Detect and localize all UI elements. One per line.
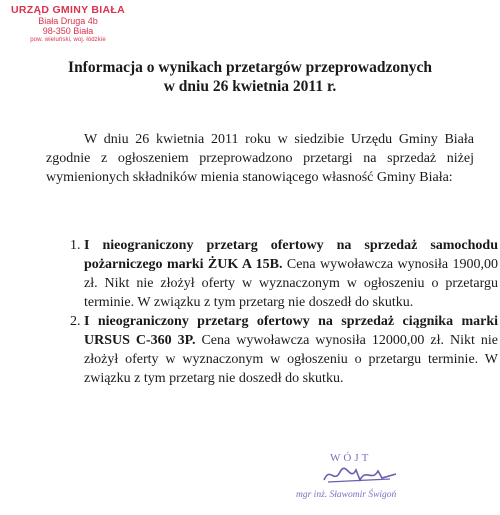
document-title (0, 58, 500, 96)
title-line-2: w dniu 26 kwietnia 2011 r. (163, 78, 337, 95)
stamp-line-region: pow. wieluński, woj. łódzkie (30, 36, 106, 43)
item-heading: I nieograniczony przetarg ofertowy na sprzedaż ciągnika marki URSUS C-360 3P. (84, 314, 498, 348)
signature-name: mgr inż. Sławomir Świgoń (296, 490, 397, 500)
title-line-1: Informacja o wynikach przetargów przeprowadzonych (68, 59, 432, 76)
office-stamp (8, 4, 128, 44)
item-text: Cena wywoławcza wynosiła 1900,00 zł. Nikt nie złożył oferty w wyznaczonym w ogłoszeniu o przetargu terminie. W związku z tym przetarg nie doszedł do skutku. (84, 257, 498, 310)
item-text: Cena wywoławcza wynosiła 12000,00 zł. Nikt nie złożył oferty w wyznaczonym w ogłoszeniu o przetargu terminie. W związku z tym przetarg nie doszedł do skutku. (84, 333, 498, 386)
item-heading: I nieograniczony przetarg ofertowy na sprzedaż samochodu pożarniczego marki ŻUK A 15B. (84, 238, 498, 272)
stamp-line-street: Biała Druga 4b (38, 16, 98, 27)
stamp-line-office: URZĄD GMINY BIAŁA (11, 4, 125, 16)
signature-office: WÓJT (330, 452, 372, 464)
handwritten-signature (320, 462, 400, 488)
signature-block (290, 452, 460, 512)
stamp-line-postal: 98-350 Biała (42, 26, 94, 37)
intro-paragraph: W dniu 26 kwietnia 2011 roku w siedzibie Urzędu Gminy Biała zgodnie z ogłoszeniem przeprowadzono przetargi na sprzedaż niżej wymienionych składników mienia stanowiącego własność Gminy Biała: (46, 132, 474, 185)
tender-list (60, 236, 498, 388)
list-item (84, 236, 498, 312)
list-item (84, 312, 498, 388)
